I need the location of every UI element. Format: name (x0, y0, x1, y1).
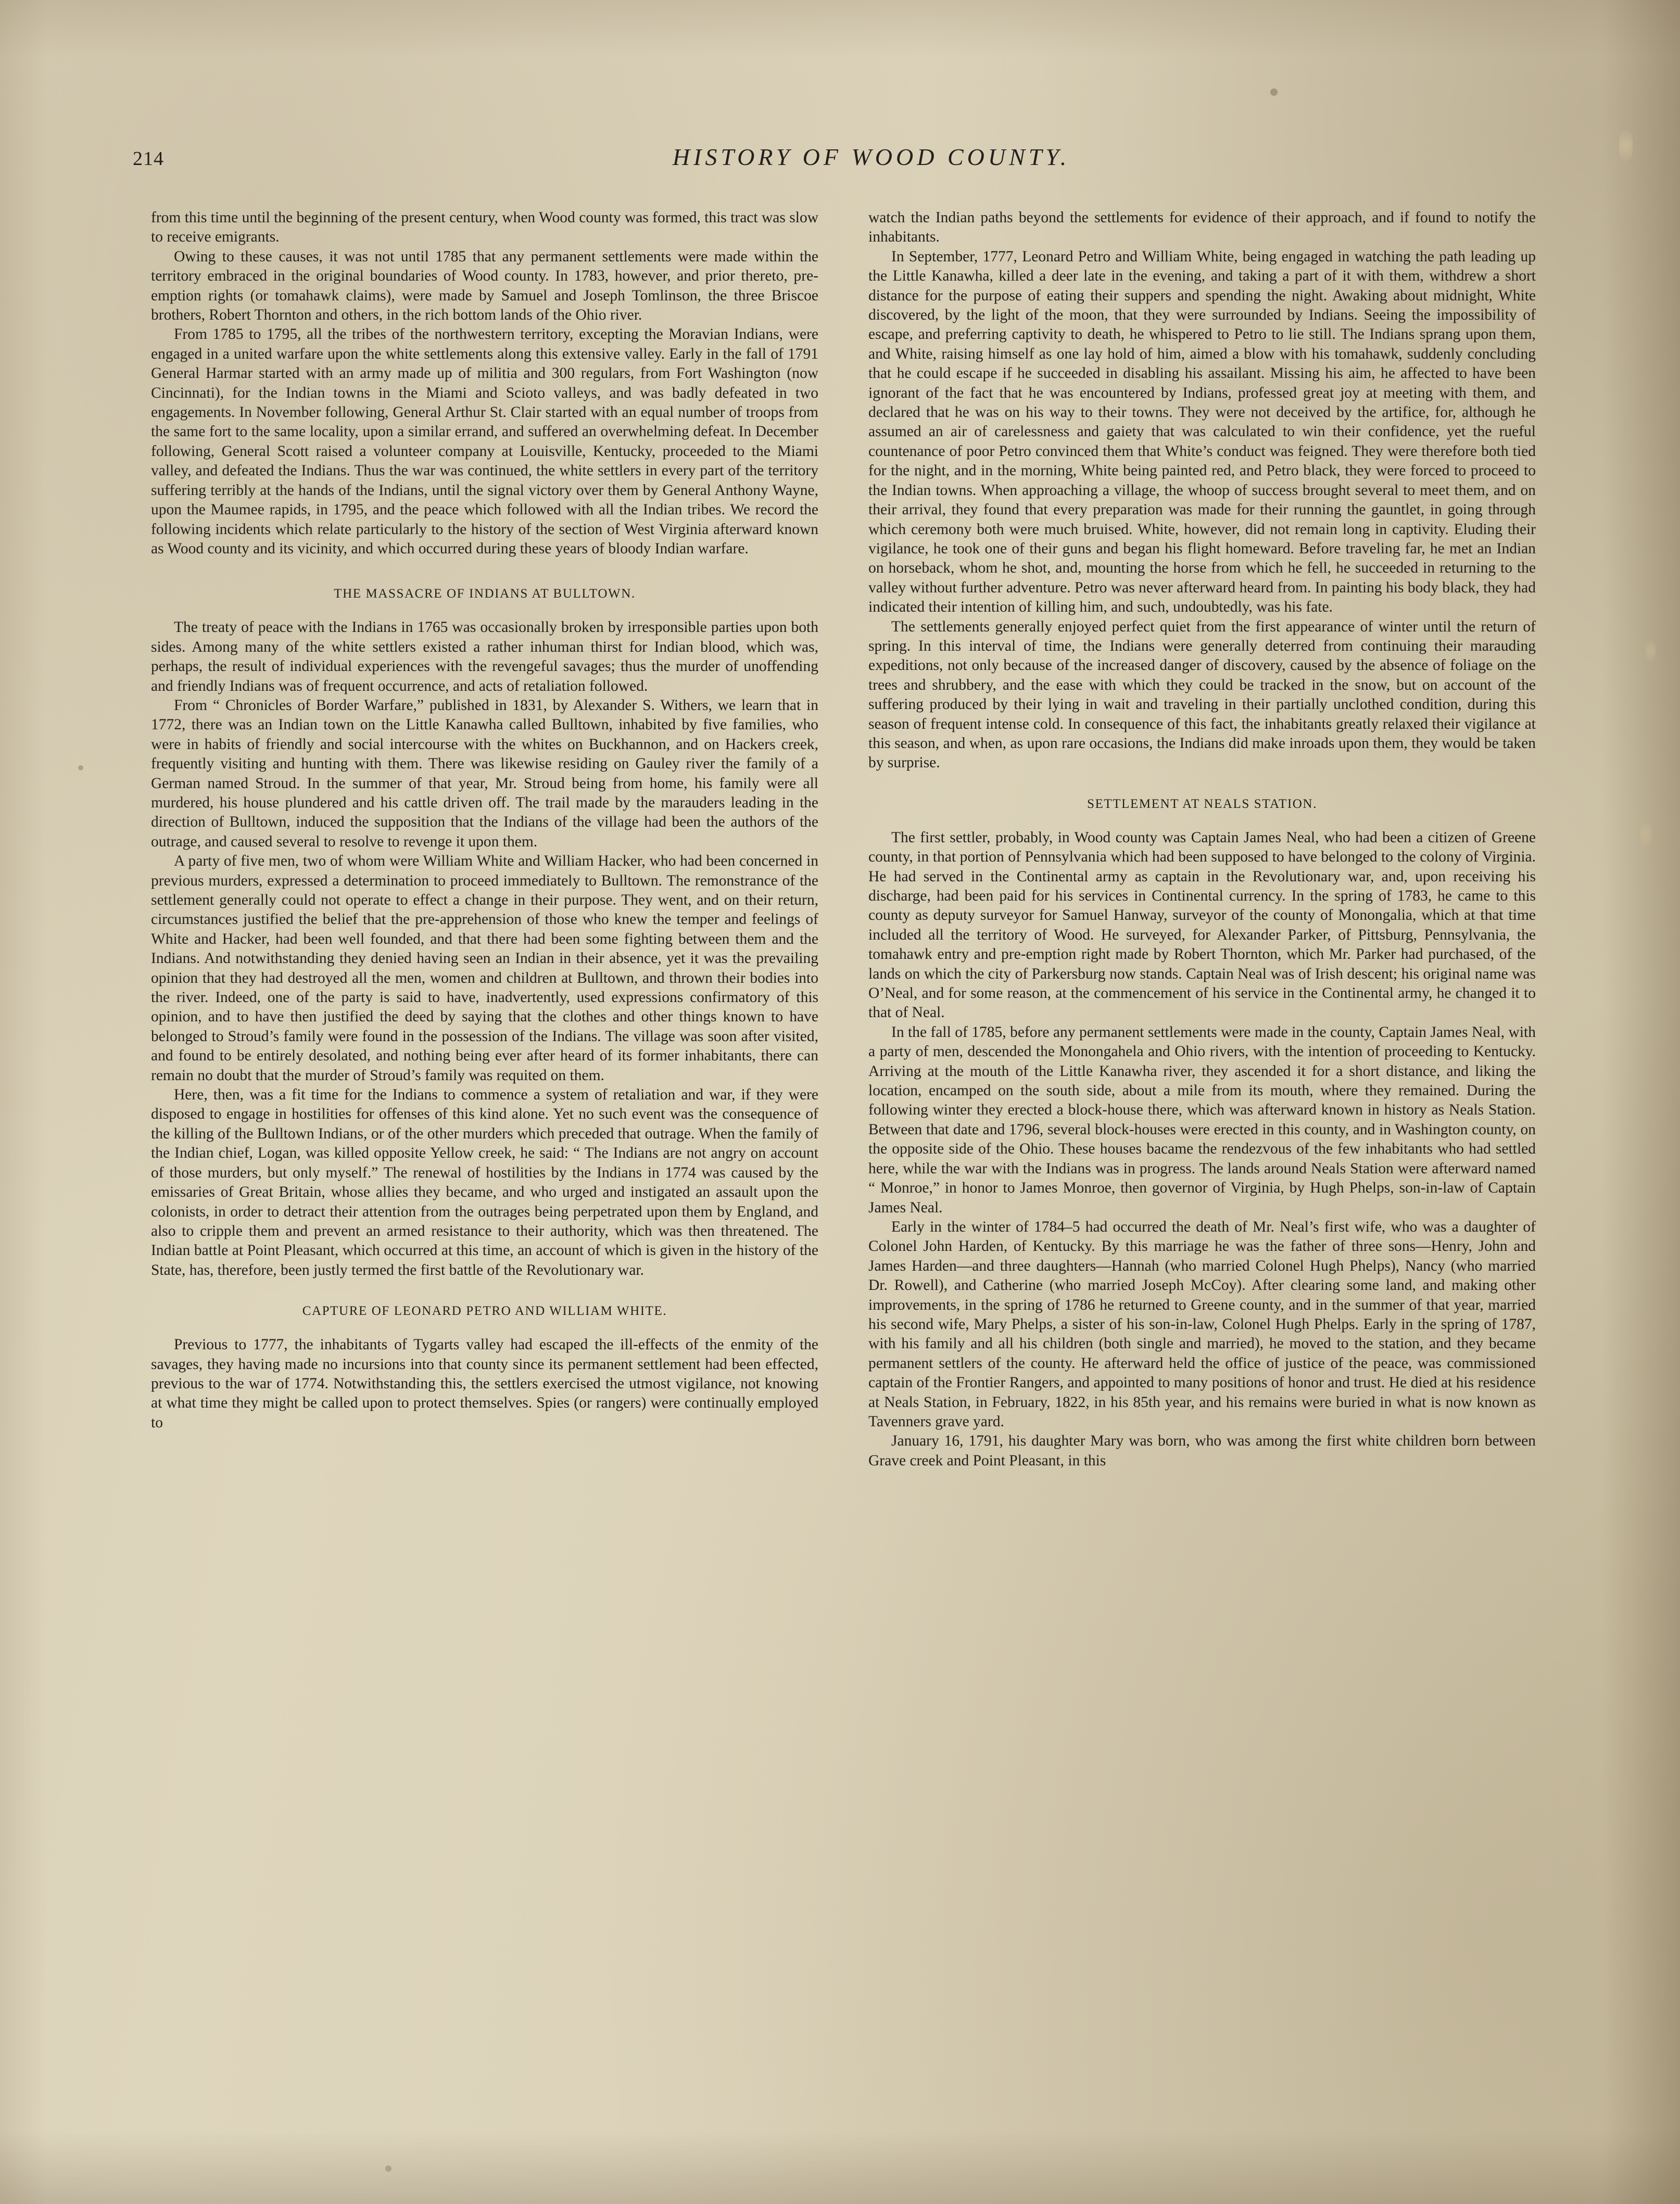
paper-stain (1270, 88, 1278, 96)
paragraph: watch the Indian paths beyond the settlements for evidence of their approach, and if found to notify the inhabitants. (868, 209, 1536, 246)
paragraph: A party of five men, two of whom were William White and William Hacker, who had been concerned in previous murders, expressed a determination to proceed immediately to Bulltown. The remonstrance of the settlement generally could not operate to effect a change in their purpose. They went, and on their return, circumstances justified the belief that the pre-apprehension of those who knew the temper and feelings of White and Hacker, had been well founded, and that there had been some fighting between them and the Indians. And notwithstanding they denied having seen an Indian in their absence, yet it was the prevailing opinion that they had destroyed all the men, women and children at Bulltown, and thrown their bodies into the river. Indeed, one of the party is said to have, inadvertently, used expressions confirmatory of this opinion, and to have then justified the deed by saying that the clothes and other things known to have belonged to Stroud’s family were found in the possession of the Indians. The village was soon after visited, and found to be entirely desolated, and nothing being ever after heard of its former inhabitants, there can remain no doubt that the murder of Stroud’s family was requited on them. (151, 853, 818, 1084)
paragraph: from this time until the beginning of the present century, when Wood county was formed, this tract was slow to receive emigrants. (151, 209, 818, 246)
section-heading-capture: CAPTURE OF LEONARD PETRO AND WILLIAM WHITE. (302, 1304, 667, 1319)
page-right-shading (1602, 0, 1680, 2204)
paper-stain (1619, 130, 1633, 161)
page-top-shading (0, 0, 1680, 57)
page-number: 214 (133, 148, 164, 170)
paragraph: Previous to 1777, the inhabitants of Tygarts valley had escaped the ill-effects of the enmity of the savages, they having made no incursions into that county since its permanent settlement had been effected, previous to the war of 1774. Notwithstanding this, the settlers exercised the utmost vigilance, not knowing at what time they might be called upon to protect themselves. Spies (or rangers) were continually employed to (151, 1336, 818, 1431)
paper-stain (1645, 640, 1656, 661)
paragraph: The treaty of peace with the Indians in 1765 was occasionally broken by irresponsible parties upon both sides. Among many of the white settlers existed a rather inhuman thirst for Indian blood, which was, perhaps, the result of individual experiences with the revengeful savages; thus the murder of unoffending and friendly Indians was of frequent occurrence, and acts of retaliation followed. (151, 619, 818, 694)
paragraph: The settlements generally enjoyed perfect quiet from the first appearance of winter until the return of spring. In this interval of time, the Indians were generally deterred from continuing their marauding expeditions, not only because of the increased danger of discovery, caused by the absence of foliage on the trees and shrubbery, and the ease with which they could be tracked in the snow, but on account of the suffering produced by their lying in wait and traveling in their partially unclothed condition, during this season of frequent intense cold. In consequence of this fact, the inhabitants greatly relaxed their vigilance at this season, and when, as upon rare occasions, the Indians did make inroads upon them, they would be taken by surprise. (868, 618, 1536, 771)
paragraph: Here, then, was a fit time for the Indians to commence a system of retaliation and war, if they were disposed to engage in hostilities for offenses of this kind alone. Yet no such event was the consequence of the killing of the Bulltown Indians, or of the other murders which preceded that outrage. When the family of the Indian chief, Logan, was killed opposite Yellow creek, he said: “ The Indians are not angry on account of those murders, but only myself.” The renewal of hostilities by the Indians in 1774 was caused by the emissaries of Great Britain, whose allies they became, and who urged and instigated an assault upon the colonists, in order to detract their attention from the outrages being perpetrated upon them by England, and also to cripple them and prevent an armed resistance to their authority, which was then threatened. The Indian battle at Point Pleasant, which occurred at this time, an account of which is given in the history of the State, has, therefore, been justly termed the first battle of the Revolutionary war. (151, 1086, 818, 1278)
paper-stain (1640, 822, 1651, 846)
left-column (151, 208, 818, 1471)
section-heading-neals-station: SETTLEMENT AT NEALS STATION. (1087, 796, 1317, 811)
text-columns (151, 208, 1536, 1471)
paragraph: In September, 1777, Leonard Petro and William White, being engaged in watching the path leading up the Little Kanawha, killed a deer late in the evening, and taking a part of it with them, withdrew a short distance for the purpose of eating their suppers and spending the night. Awaking about midnight, White discovered, by the light of the moon, that they were surrounded by Indians. Seeing the impossibility of escape, and preferring captivity to death, he whispered to Petro to lie still. The Indians sprang upon them, and White, raising himself as one lay hold of him, aimed a blow with his tomahawk, suddenly concluding that he could escape if he succeeded in disabling his assailant. Missing his aim, he affected to have been ignorant of the fact that he was encountered by Indians, professed great joy at meeting with them, and declared that he was on his way to their towns. They were not deceived by the artifice, for, although he assumed an air of carelessness and gaiety that was calculated to win their confidence, yet the rueful countenance of poor Petro convinced them that White’s conduct was feigned. They were therefore both tied for the night, and in the morning, White being painted red, and Petro black, they were forced to proceed to the Indian towns. When approaching a village, the whoop of success brought several to meet them, and on their arrival, they found that every preparation was made for their running the gauntlet, in going through which ceremony both were much bruised. White, however, did not remain long in captivity. Eluding their vigilance, he took one of their guns and began his flight homeward. Before traveling far, he met an Indian on horseback, whom he shot, and, mounting the horse from which he fell, he succeeded in returning to the valley without further adventure. Petro was never afterward heard from. In painting his body black, they had indicated their intention of killing him, and such, undoubtedly, was his fate. (868, 248, 1536, 616)
page-bottom-shading (0, 2131, 1680, 2204)
page-left-shading (0, 0, 47, 2204)
paragraph: From “ Chronicles of Border Warfare,” published in 1831, by Alexander S. Withers, we learn that in 1772, there was an Indian town on the Little Kanawha called Bulltown, inhabited by five families, who were in habits of friendly and social intercourse with the whites on Buckhannon, and on Hackers creek, frequently visiting and hunting with them. There was likewise residing on Gauley river the family of a German named Stroud. In the summer of that year, Mr. Stroud being from home, his family were all murdered, his house plundered and his cattle driven off. The trail made by the marauders leading in the direction of Bulltown, induced the supposition that the Indians of the village had been the authors of the outrage, and caused several to resolve to revenge it upon them. (151, 696, 818, 850)
paper-stain (78, 765, 83, 770)
paragraph: In the fall of 1785, before any permanent settlements were made in the county, Captain James Neal, with a party of men, descended the Monongahela and Ohio rivers, with the intention of proceeding to Kentucky. Arriving at the mouth of the Little Kanawha river, they ascended it for a short distance, and liking the location, encamped on the south side, about a mile from its mouth, where they remained. During the following winter they erected a block-house there, which was afterward known in history as Neals Station. Between that date and 1796, several block-houses were erected in this county, and in Washington county, on the opposite side of the Ohio. These houses bacame the rendezvous of the few inhabitants who had settled here, while the war with the Indians was in progress. The lands around Neals Station were afterward named “ Monroe,” in honor to James Monroe, then governor of Virginia, by Hugh Phelps, son-in-law of Captain James Neal. (868, 1023, 1536, 1216)
paragraph: Early in the winter of 1784–5 had occurred the death of Mr. Neal’s first wife, who was a daughter of Colonel John Harden, of Kentucky. By this marriage he was the father of three sons—Henry, John and James Harden—and three daughters—Hannah (who married Colonel Hugh Phelps), Nancy (who married Dr. Rowell), and Catherine (who married Joseph McCoy). After clearing some land, and making other improvements, in the spring of 1786 he returned to Greene county, and in the summer of that year, married his second wife, Mary Phelps, a sister of his son-in-law, Colonel Hugh Phelps. Early in the spring of 1787, with his family and all his children (both single and married), he moved to the station, and they became permanent settlers of the county. He afterward held the office of justice of the peace, was commissioned captain of the Frontier Rangers, and appointed to many positions of honor and trust. He died at his residence at Neals Station, in February, 1822, in his 85th year, and his remains were buried in what is now known as Tavenners grave yard. (868, 1218, 1536, 1430)
section-heading-massacre: THE MASSACRE OF INDIANS AT BULLTOWN. (334, 587, 636, 601)
page-header (133, 143, 1547, 174)
paragraph: The first settler, probably, in Wood county was Captain James Neal, who had been a citizen of Greene county, in that portion of Pennsylvania which had been supposed to have belonged to the colony of Virginia. He had served in the Continental army as captain in the Revolutionary war, and, upon receiving his discharge, had been paid for his services in Continental currency. In the spring of 1783, he came to this county as deputy surveyor for Samuel Hanway, surveyor of the county of Monongalia, which at that time included all the territory of Wood. He surveyed, for Alexander Parker, of Pittsburg, Pennsylvania, the tomahawk entry and pre-emption right made by Robert Thornton, which Mr. Parker had purchased, of the lands on which the city of Parkersburg now stands. Captain Neal was of Irish descent; his original name was O’Neal, and for some reason, at the commencement of his service in the Continental army, he changed it to that of Neal. (868, 829, 1536, 1021)
right-column (868, 208, 1536, 1471)
paper-stain (385, 2165, 391, 2172)
paragraph: Owing to these causes, it was not until 1785 that any permanent settlements were made within the territory embraced in the original boundaries of Wood county. In 1783, however, and prior thereto, pre-emption rights (or tomahawk claims), were made by Samuel and Joseph Tomlinson, the three Briscoe brothers, Robert Thornton and others, in the rich bottom lands of the Ohio river. (151, 248, 818, 324)
paragraph: From 1785 to 1795, all the tribes of the northwestern territory, excepting the Moravian Indians, were engaged in a united warfare upon the white settlements along this extensive valley. Early in the fall of 1791 General Harmar started with an army made up of militia and 300 regulars, from Fort Washington (now Cincinnati), for the Indian towns in the Miami and Scioto valleys, and was badly defeated in two engagements. In November following, General Arthur St. Clair started with an equal number of troops from the same fort to the same locality, upon a similar errand, and suffered an overwhelming defeat. In December following, General Scott raised a volunteer company at Louisville, Kentucky, proceeded to the Miami valley, and defeated the Indians. Thus the war was continued, the white settlers in every part of the territory suffering terribly at the hands of the Indians, until the signal victory over them by General Anthony Wayne, upon the Maumee rapids, in 1795, and the peace which followed with all the Indian tribes. We record the following incidents which relate particularly to the history of the section of West Virginia afterward known as Wood county and its vicinity, and which occurred during these years of bloody Indian warfare. (151, 326, 818, 557)
paragraph: January 16, 1791, his daughter Mary was born, who was among the first white children born between Grave creek and Point Pleasant, in this (868, 1433, 1536, 1469)
running-head: HISTORY OF WOOD COUNTY. (672, 144, 1070, 170)
